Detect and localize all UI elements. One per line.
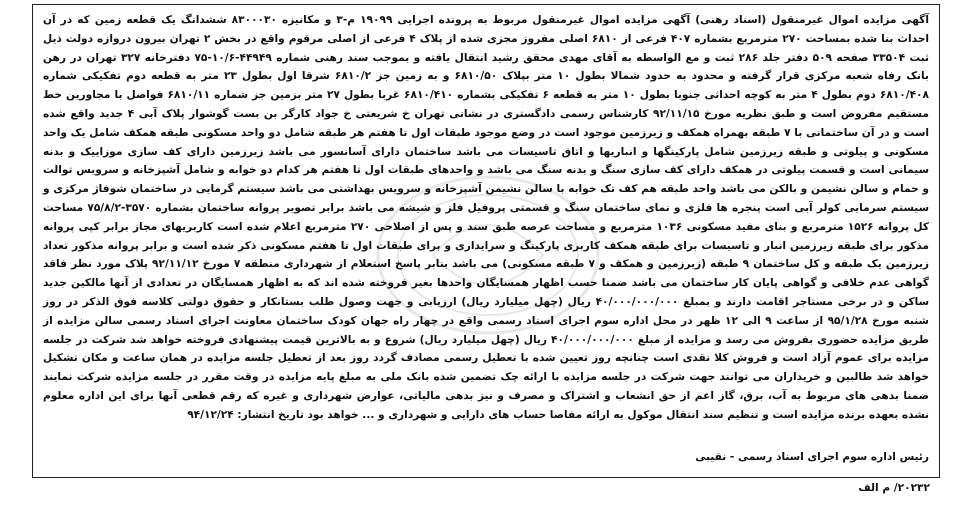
auction-notice [32, 4, 940, 478]
notice-code: ۲۰۲۳۲/ م الف [858, 482, 930, 494]
notice-body [43, 11, 929, 425]
notice-code-row [42, 482, 930, 500]
notice-footer [43, 451, 929, 469]
notice-paragraph: آگهی مزایده اموال غیرمنقول (اسناد رهنی) آگهی مزایده اموال غیرمنقول مربوط به پرونده اجرایی ۱۹۰۹۹ م-۳ و مکانیزه ۸۳۰۰۰۳۰ ششدانگ یک قطعه زمین که در آن احداث بنا شده بمساحت ۲۷۰ مترمربع بشماره ۴۰۷ فرعی از ۶۸۱۰ اصلی مفروز مجزی شده از پلاک ۴ فرعی از اصلی مرقوم واقع در بخش ۲ تهران بیرون دروازه دولت ذیل ثبت ۳۳۵۰۴ صفحه ۵۰۹ دفتر جلد ۲۸۶ ثبت و مع الواسطه به آقای مهدی محقق رشید انتقال یافته و بموجب سند رهنی شماره ۴۴۹۴۹-۱۰/۶-۷۵ دفترخانه ۳۲۷ تهران در رهن بانک رفاه شعبه مرکزی قرار گرفته و محدود به حدود شمالا بطول ۱۰ متر بپلاک ۶۸۱۰/۵۰ و به زمین جز ۶۸۱۰/۲ شرقا اول بطول ۲۳ متر به قطعه دوم تفکیکی شماره ۶۸۱۰/۴۰۸ دوم بطول ۴ متر به کوچه احداثی جنوبا بطول ۱۰ متر به قطعه ۶ تفکیکی بشماره ۶۸۱۰/۴۱۰ غربا بطول ۲۷ متر بزمین جز شماره ۶۸۱۰/۱۱ فواصل با مجاورین خط مستقیم مفروض است و طبق نظریه مورخ ۹۲/۱۱/۱۵ کارشناس رسمی دادگستری در نشانی تهران خ شریعتی خ جواد کارگر بن بست گوشوار پلاک آبی ۴ جدید واقع شده است و در آن ساختمانی با ۷ طبقه بهمراه همکف و زیرزمین موجود است در وضع موجود طبقات اول تا هفتم هر طبقه شامل دو واحد مسکونی طبقه همکف شامل یک واحد مسکونی و پیلوتی و طبقه زیرزمین شامل پارکینگها و انباریها و اتاق تاسیسات می باشد ساختمان دارای آسانسور می باشد زیرزمین دارای کف سازی موزاییک و بدنه سیمانی است و قسمت پیلوتی در همکف دارای کف سازی سنگ و بدنه سنگ می باشد و واحدهای طبقات اول تا هفتم هر کدام دو خوابه و شامل آشپزخانه و سرویس توالت و حمام و سالن نشیمن و بالکن می باشد واحد طبقه هم کف تک خوابه با سالن نشیمن آشپزخانه و سرویس بهداشتی می باشد سیستم گرمایی در ساختمان شوفاژ مرکزی و سیستم سرمایی کولر آبی است پنجره ها فلزی و نمای ساختمان سنگ و قسمتی پروفیل فلز و شیشه می باشد برابر تصویر پروانه ساختمان بشماره ۳۵۷۰-۷۵/۸/۲ مساحت کل پروانه ۱۵۲۶ مترمربع و بنای مفید مسکونی ۱۰۳۶ مترمربع و مساحت عرصه طبق سند و پس از اصلاحی ۲۷۰ مترمربع اعلام شده است کاربریهای مجاز برابر کپی پروانه مذکور برای طبقه زیرزمین انبار و تاسیسات برای طبقه همکف کاربری پارکینگ و سرایداری و برای طبقات اول تا هفتم مسکونی ذکر شده است و برابر پروانه مذکور تعداد زیرزمین یک طبقه و کل ساختمان ۹ طبقه (زیرزمین و همکف و ۷ طبقه مسکونی) می باشد بنابر پاسخ استعلام از شهرداری منطقه ۷ مورخ ۹۲/۱۱/۱۲ پلاک مورد نظر فاقد گواهی عدم خلافی و گواهی پایان کار ساختمان می باشد ضمنا حسب اظهار همسایگان واحدها بغیر فروخته شده اند که به اظهار همسایگان در تعدادی از آنها مالکین جدید ساکن و در برخی مستاجر اقامت دارند و بمبلغ ۴۰/۰۰۰/۰۰۰/۰۰۰ ریال (چهل میلیارد ریال) ارزیابی و جهت وصول طلب بستانکار و حقوق دولتی کلاسه فوق الذکر در روز شنبه مورخ ۹۵/۱/۲۸ از ساعت ۹ الی ۱۲ ظهر در محل اداره سوم اجرای اسناد رسمی واقع در چهار راه جهان کودک ساختمان معاونت اجرای اسناد رسمی سالن مزایده از طریق مزایده حضوری بفروش می رسد و مزایده از مبلغ ۴۰/۰۰۰/۰۰۰/۰۰۰ ریال (چهل میلیارد ریال) شروع و به بالاترین قیمت پیشنهادی فروخته خواهد شد شرکت در جلسه مزایده برای عموم آزاد است و فروش کلا نقدی است چنانچه روز تعیین شده با تعطیل رسمی مصادف گردد روز بعد از تعطیل جلسه مزایده در همان ساعت و مکان تشکیل خواهد شد طالبین و خریداران می توانند جهت شرکت در جلسه مزایده با ارائه چک تضمین شده بانک ملی به مبلغ پایه مزایده در وقت مقرر در جلسه مزایده شرکت نمایند ضمنا بدهی های مربوط به آب، برق، گاز اعم از حق انشعاب و اشتراک و مصرف و نیز بدهی مالیاتی، عوارض شهرداری و غیره که رقم قطعی آنها برای این اداره معلوم نشده بعهده برنده مزایده است و تنظیم سند انتقال موکول به ارائه مفاصا حساب های دارایی و شهرداری و ... خواهد بود تاریخ انتشار: ۹۴/۱۲/۲۴ [43, 14, 930, 421]
signature-line: رئیس اداره سوم اجرای اسناد رسمی - نقیبی [695, 451, 929, 463]
